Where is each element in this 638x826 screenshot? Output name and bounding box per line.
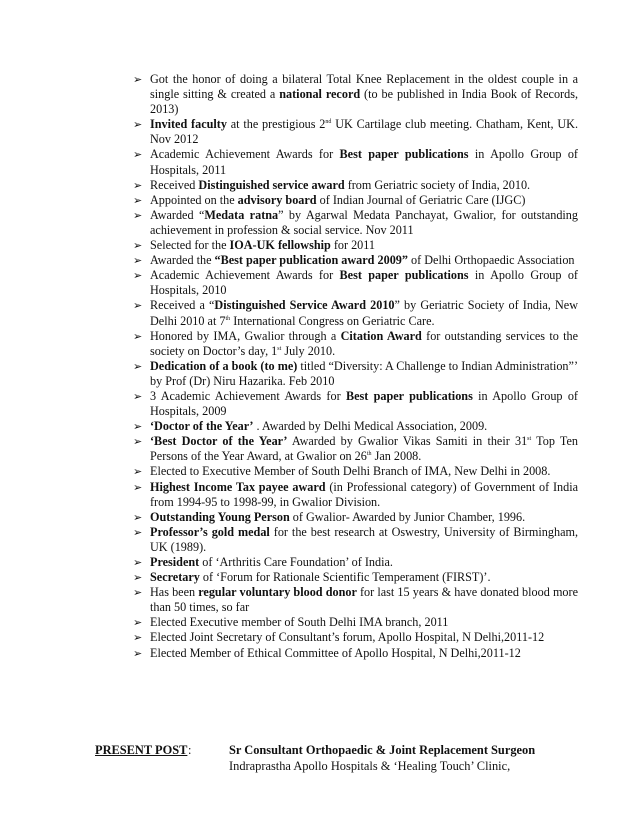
award-highlight-text: “Best paper publication award 2009” [214,253,408,268]
award-list-item [133,615,578,630]
arrow-bullet-icon: ➢ [133,118,143,132]
award-highlight-text: national record [279,87,361,102]
award-text: from Geriatric society of India, 2010. [344,177,531,192]
award-list-item [133,177,578,193]
arrow-bullet-icon: ➢ [133,420,143,434]
arrow-bullet-icon: ➢ [133,586,143,600]
award-highlight-text: Best paper publications [339,268,469,283]
award-text: of Indian Journal of Geriatric Care (IJGC) [316,192,526,207]
ordinal-suffix: nd [325,119,332,126]
award-text: titled “Diversity: A Challenge to Indian Administration”’ by Prof (Dr) Niru Hazarika. Feb 2010 [150,358,578,388]
arrow-bullet-icon: ➢ [133,178,143,192]
award-text: Top Ten Persons of the Year Award, at Gwalior on 26 [150,434,578,464]
award-list-item [133,117,579,147]
arrow-bullet-icon: ➢ [133,254,143,268]
present-post-colon: : [188,743,192,757]
award-text: , 2013) [150,87,578,117]
award-highlight-text: Secretary [150,570,200,585]
award-highlight-text: ‘Best Doctor of the Year’ [150,434,288,449]
award-highlight-text: Medata ratna [204,207,279,222]
award-list-item [133,585,578,615]
arrow-bullet-icon: ➢ [133,269,143,283]
award-list-item [133,268,578,298]
award-list-item [133,419,578,434]
award-text: UK Cartilage club meeting. Chatham, Kent, UK. Nov 2012 [150,117,579,147]
award-text: Academic Achievement Awards for [150,147,340,162]
arrow-bullet-icon: ➢ [133,571,143,585]
ordinal-suffix: th [366,451,372,458]
award-highlight-text: regular voluntary blood donor [198,585,357,600]
award-list-item [133,147,578,177]
award-text: in Apollo Group of Hospitals, 2011 [150,147,578,177]
award-text: of Delhi Orthopaedic Association [407,253,575,268]
arrow-bullet-icon: ➢ [133,208,143,222]
award-text: for last 15 years & have donated blood more than 50 times, so far [150,585,578,615]
award-list-item [133,509,578,525]
award-list-item [133,645,578,661]
ordinal-suffix: st [277,345,282,352]
arrow-bullet-icon: ➢ [133,148,143,162]
award-list-item [133,524,579,555]
award-text: at the prestigious 2 [226,117,326,132]
ordinal-suffix: th [225,315,231,322]
award-text: Elected Executive member of South Delhi IMA branch, 2011 [150,615,449,630]
award-list-item [133,570,578,585]
present-post-organization: Indraprastha Apollo Hospitals & ‘Healing Touch’ Clinic, [229,759,511,773]
award-highlight-text: Distinguished Service Award 2010 [214,298,395,313]
award-text: Awarded “ [150,207,205,222]
arrow-bullet-icon: ➢ [133,389,143,403]
award-list-item [133,328,578,359]
award-text: in Apollo Group of Hospitals, 2009 [150,388,578,419]
award-highlight-text: Professor’s gold medal [150,524,270,539]
arrow-bullet-icon: ➢ [133,299,143,313]
award-highlight-text: Best paper publications [345,388,473,403]
award-list-item [133,630,578,645]
arrow-bullet-icon: ➢ [133,465,143,479]
award-list-item [133,72,578,117]
award-highlight-text: ‘Doctor of the Year’ [150,419,254,434]
award-text: Appointed on the [150,192,238,207]
award-list-item [133,479,578,510]
arrow-bullet-icon: ➢ [133,556,143,569]
award-text: Elected Joint Secretary of Consultant’s forum, Apollo Hospital, N Delhi,2011-12 [150,630,545,645]
award-list-item [133,253,578,268]
arrow-bullet-icon: ➢ [133,239,143,253]
award-list-item [133,464,578,479]
award-text: Has been [150,585,199,600]
award-text: ” by Agarwal Medata Panchayat, Gwalior, for outstanding achievement in profession & social service. Nov 2011 [150,207,578,237]
award-text: Awarded the [150,253,215,268]
award-highlight-text: advisory board [237,192,317,207]
award-text: for 2011 [330,238,375,253]
award-text: . Awarded by Delhi Medical Association, 2009. [253,419,488,434]
award-text: Selected for the [150,238,230,253]
award-highlight-text: Outstanding Young Person [150,509,290,524]
award-text: (in Professional category) of Government of India from 1994-95 to 1998-99, in Gwalior Division. [150,479,578,509]
arrow-bullet-icon: ➢ [133,480,143,494]
award-list-item [133,238,578,253]
award-highlight-text: Best paper publications [339,147,469,162]
award-text: 3 Academic Achievement Awards for [150,388,346,403]
award-text: Awarded by Gwalior Vikas Samiti in their 31 [287,434,528,449]
award-text: Elected Member of Ethical Committee of Apollo Hospital, N Delhi,2011-12 [150,645,521,660]
arrow-bullet-icon: ➢ [133,646,143,660]
arrow-bullet-icon: ➢ [133,510,143,524]
award-text: Received a “ [150,298,215,313]
present-post-value [229,742,609,774]
award-text: Jan 2008. [371,449,422,464]
arrow-bullet-icon: ➢ [133,329,143,343]
ordinal-suffix: st [527,436,532,443]
award-text: (to be published in [360,87,462,102]
award-list-item [133,388,578,419]
award-highlight-text: Distinguished service award [198,177,345,192]
award-list-item [133,192,578,208]
arrow-bullet-icon: ➢ [133,359,143,373]
award-list-item [133,555,578,570]
arrow-bullet-icon: ➢ [133,435,143,449]
award-highlight-text: Invited faculty [150,117,227,132]
arrow-bullet-icon: ➢ [133,73,143,86]
award-text: of ‘Forum for Rationale Scientific Temperament (FIRST)’. [199,570,491,585]
arrow-bullet-icon: ➢ [133,631,143,645]
award-text: ” by Geriatric Society of India, New Delhi 2010 at 7 [150,298,578,328]
award-text: of Gwalior- Awarded by Junior Chamber, 1996. [289,509,526,524]
award-text: International Congress on Geriatric Care. [230,313,435,328]
award-text: Got the honor of doing a bilateral Total Knee Replacement in the oldest couple in a single sitting & created a [150,72,578,102]
award-highlight-text: Dedication of a book (to me) [150,358,298,373]
award-highlight-text: Citation Award [340,328,422,343]
award-highlight-text: Highest Income Tax payee award [150,479,326,494]
award-text: Honored by IMA, Gwalior through a [150,328,341,343]
award-text: for the best research at Oswestry, University of Birmingham, UK (1989). [150,524,579,554]
award-text: Academic Achievement Awards for [150,268,340,283]
award-text: Elected to Executive Member of South Delhi Branch of IMA, New Delhi in 2008. [150,464,551,479]
award-list-item [133,434,578,464]
award-list-item [133,298,578,328]
present-post-label: PRESENT POST [95,743,188,757]
award-text: for outstanding services to the society on Doctor’s day, 1 [150,328,578,358]
award-highlight-text: President [150,555,200,569]
awards-list [133,72,579,661]
award-text: in Apollo Group of Hospitals, 2010 [150,268,578,298]
award-text: Received [150,177,199,192]
award-highlight-text: IOA-UK fellowship [229,238,331,253]
award-list-item [133,207,578,238]
award-text: India Book of Records [461,87,575,102]
award-text: July 2010. [281,343,336,358]
arrow-bullet-icon: ➢ [133,525,143,539]
award-text: of ‘Arthritis Care Foundation’ of India. [199,555,393,569]
award-list-item [133,358,578,389]
present-post-title: Sr Consultant Orthopaedic & Joint Replacement Surgeon [229,743,536,757]
arrow-bullet-icon: ➢ [133,616,143,630]
arrow-bullet-icon: ➢ [133,193,143,207]
